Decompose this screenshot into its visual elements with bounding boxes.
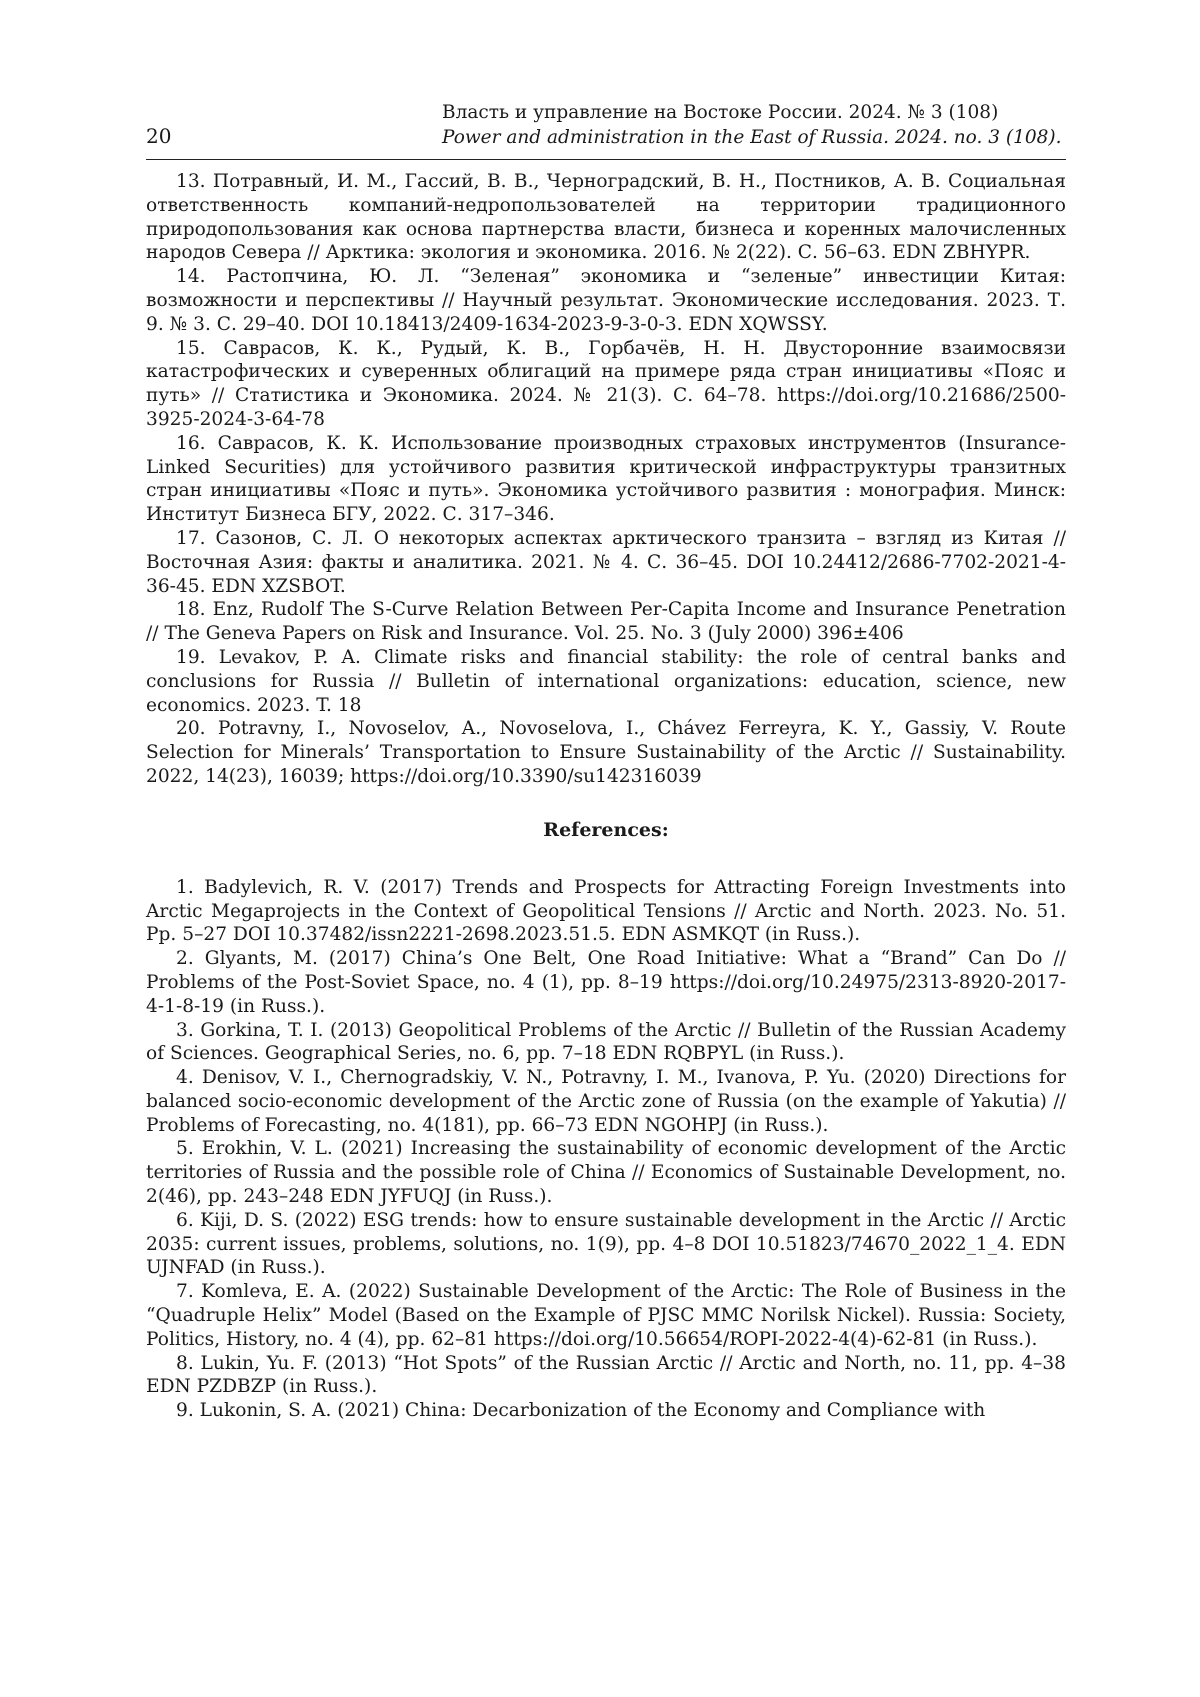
- bibliography-entry: 14. Растопчина, Ю. Л. “Зеленая” экономика и “зеленые” инвестиции Китая: возможности и перспективы // Научный результат. Экономические исследования. 2023. Т. 9. № 3. С. 29–40. DOI 10.18413/2409-1634-2023-9-3-0-3. EDN XQWSSY.: [146, 265, 1066, 336]
- bibliography-entry: 18. Enz, Rudolf The S-Curve Relation Between Per-Capita Income and Insurance Penetration // The Geneva Papers on Risk and Insurance. Vol. 25. No. 3 (July 2000) 396±406: [146, 598, 1066, 646]
- reference-entry: 4. Denisov, V. I., Chernogradskiy, V. N., Potravny, I. M., Ivanova, P. Yu. (2020) Directions for balanced socio-economic development of the Arctic zone of Russia (on the example of Yakutia) // Problems of Forecasting, no. 4(181), pp. 66–73 EDN NGOHPJ (in Russ.).: [146, 1066, 1066, 1137]
- header-divider: [146, 159, 1066, 160]
- main-content: [146, 170, 1066, 1423]
- references-list: [146, 876, 1066, 1423]
- bibliography-entry: 15. Саврасов, К. К., Рудый, К. В., Горбачёв, Н. Н. Двусторонние взаимосвязи катастрофических и суверенных облигаций на примере ряда стран инициативы «Пояс и путь» // Статистика и Экономика. 2024. № 21(3). С. 64–78. https://doi.org/10.21686/2500-3925-2024-3-64-78: [146, 337, 1066, 432]
- journal-title-en: Power and administration in the East of Russia. 2024. no. 3 (108).: [442, 125, 1062, 150]
- page-number: 20: [146, 124, 171, 148]
- reference-entry: 9. Lukonin, S. A. (2021) China: Decarbonization of the Economy and Compliance with: [146, 1399, 1066, 1423]
- bibliography-list: [146, 170, 1066, 789]
- bibliography-entry: 20. Potravny, I., Novoselov, A., Novoselova, I., Chávez Ferreyra, K. Y., Gassiy, V. Route Selection for Minerals’ Transportation to Ensure Sustainability of the Arctic // Sustainability. 2022, 14(23), 16039; https://doi.org/10.3390/su142316039: [146, 717, 1066, 788]
- bibliography-entry: 16. Саврасов, К. К. Использование производных страховых инструментов (Insurance-Linked Securities) для устойчивого развития критической инфраструктуры транзитных стран инициативы «Пояс и путь». Экономика устойчивого развития : монография. Минск: Институт Бизнеса БГУ, 2022. С. 317–346.: [146, 432, 1066, 527]
- journal-header: [442, 100, 1062, 150]
- reference-entry: 3. Gorkina, T. I. (2013) Geopolitical Problems of the Arctic // Bulletin of the Russian Academy of Sciences. Geographical Series, no. 6, pp. 7–18 EDN RQBPYL (in Russ.).: [146, 1019, 1066, 1067]
- bibliography-entry: 13. Потравный, И. М., Гассий, В. В., Черноградский, В. Н., Постников, А. В. Социальная ответственность компаний-недропользователей на территории традиционного природопользования как основа партнерства власти, бизнеса и коренных малочисленных народов Севера // Арктика: экология и экономика. 2016. № 2(22). С. 56–63. EDN ZBHYPR.: [146, 170, 1066, 265]
- reference-entry: 1. Badylevich, R. V. (2017) Trends and Prospects for Attracting Foreign Investments into Arctic Megaprojects in the Context of Geopolitical Tensions // Arctic and North. 2023. No. 51. Pp. 5–27 DOI 10.37482/issn2221-2698.2023.51.5. EDN ASMKQT (in Russ.).: [146, 876, 1066, 947]
- reference-entry: 8. Lukin, Yu. F. (2013) “Hot Spots” of the Russian Arctic // Arctic and North, no. 11, pp. 4–38 EDN PZDBZP (in Russ.).: [146, 1352, 1066, 1400]
- reference-entry: 7. Komleva, E. A. (2022) Sustainable Development of the Arctic: The Role of Business in the “Quadruple Helix” Model (Based on the Example of PJSC MMC Norilsk Nickel). Russia: Society, Politics, History, no. 4 (4), pp. 62–81 https://doi.org/10.56654/ROPI-2022-4(4)-62-81 (in Russ.).: [146, 1280, 1066, 1351]
- reference-entry: 5. Erokhin, V. L. (2021) Increasing the sustainability of economic development of the Arctic territories of Russia and the possible role of China // Economics of Sustainable Development, no. 2(46), pp. 243–248 EDN JYFUQJ (in Russ.).: [146, 1137, 1066, 1208]
- reference-entry: 2. Glyants, M. (2017) China’s One Belt, One Road Initiative: What a “Brand” Can Do // Problems of the Post-Soviet Space, no. 4 (1), pp. 8–19 https://doi.org/10.24975/2313-8920-2017-4-1-8-19 (in Russ.).: [146, 947, 1066, 1018]
- bibliography-entry: 19. Levakov, P. A. Climate risks and financial stability: the role of central banks and conclusions for Russia // Bulletin of international organizations: education, science, new economics. 2023. T. 18: [146, 646, 1066, 717]
- journal-title-ru: Власть и управление на Востоке России. 2024. № 3 (108): [442, 100, 1062, 125]
- reference-entry: 6. Kiji, D. S. (2022) ESG trends: how to ensure sustainable development in the Arctic // Arctic 2035: current issues, problems, solutions, no. 1(9), pp. 4–8 DOI 10.51823/74670_2022_1_4. EDN UJNFAD (in Russ.).: [146, 1209, 1066, 1280]
- bibliography-entry: 17. Сазонов, С. Л. О некоторых аспектах арктического транзита – взгляд из Китая // Восточная Азия: факты и аналитика. 2021. № 4. С. 36–45. DOI 10.24412/2686-7702-2021-4-36-45. EDN XZSBOT.: [146, 527, 1066, 598]
- references-heading: References:: [146, 819, 1066, 841]
